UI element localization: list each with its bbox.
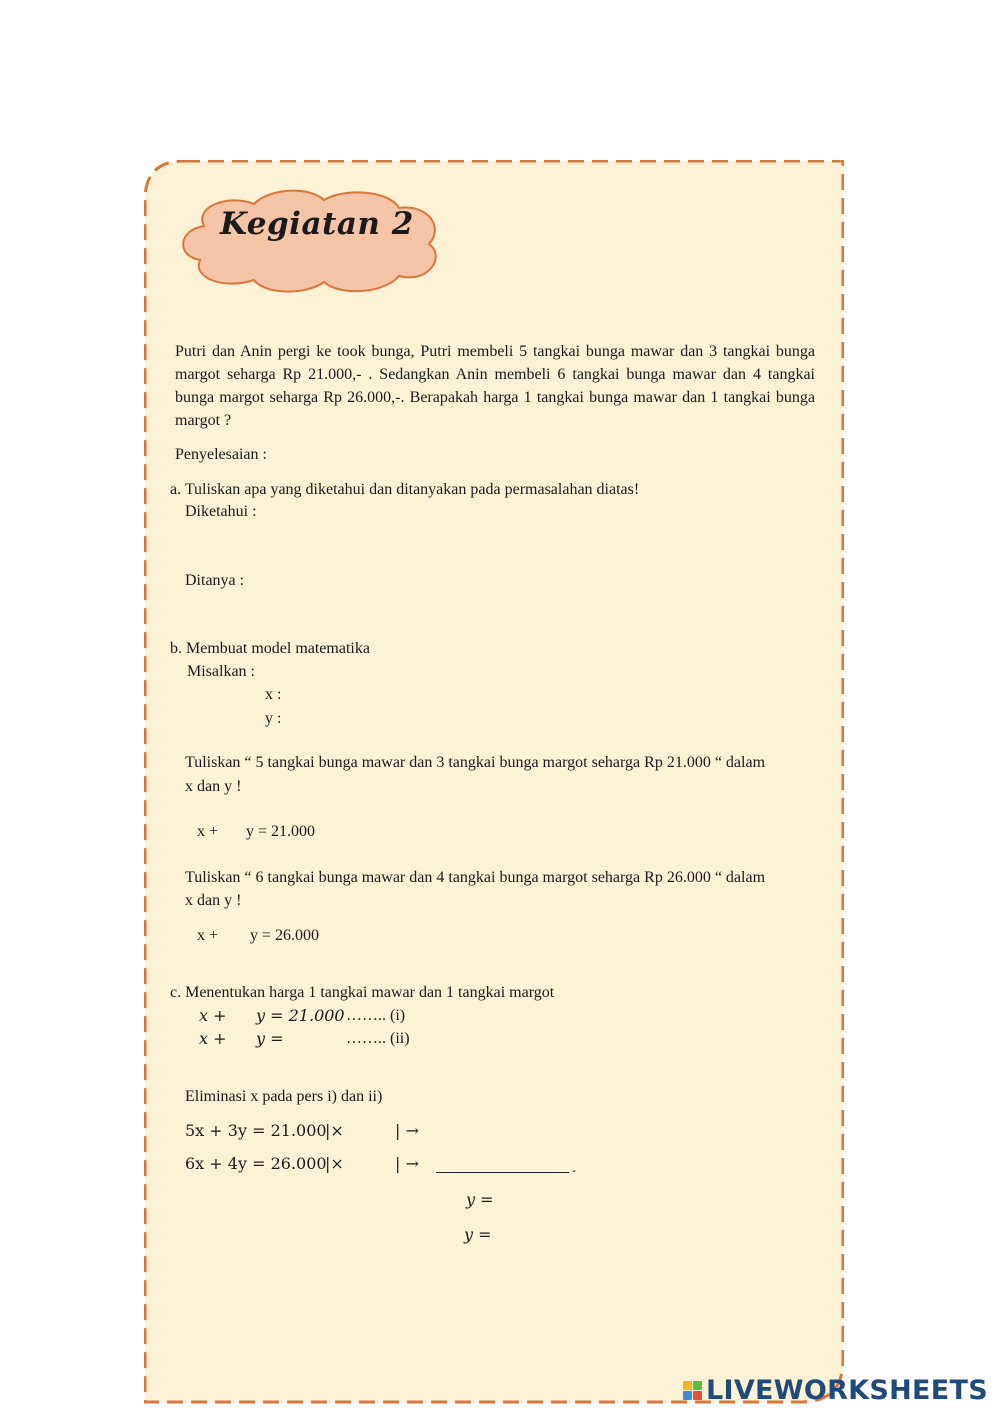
elim-eq-1: 5x + 3y = 21.000 <box>185 1121 327 1140</box>
system-eq-1-x: x + <box>199 1006 227 1025</box>
elim-eq-1-multiplier: |× <box>325 1121 344 1140</box>
solution-label: Penyelesaian : <box>175 446 267 463</box>
liveworksheets-logo-text: LIVEWORKSHEETS <box>705 1374 988 1406</box>
part-a-heading: a. Tuliskan apa yang diketahui dan ditanyakan pada permasalahan diatas! <box>170 481 640 498</box>
system-eq-2-y: y = <box>256 1029 284 1048</box>
system-eq-2-x: x + <box>199 1029 227 1048</box>
result-y-2: y = <box>464 1225 492 1244</box>
liveworksheets-logo-icon <box>683 1381 702 1400</box>
subtraction-line <box>436 1172 569 1173</box>
liveworksheets-logo <box>683 1374 988 1406</box>
part-c-heading: c. Menentukan harga 1 tangkai mawar dan 1 tangkai margot <box>170 984 555 1001</box>
instruction-2-line-2: x dan y ! <box>185 892 242 909</box>
model-eq-2-x: x + <box>197 927 219 944</box>
elimination-label: Eliminasi x pada pers i) dan ii) <box>185 1088 383 1105</box>
system-eq-1-y: y = 21.000 <box>256 1006 345 1025</box>
instruction-1-line-2: x dan y ! <box>185 778 242 795</box>
y-definition: y : <box>265 710 282 727</box>
elim-eq-2-multiplier: |× <box>325 1154 344 1173</box>
minus-sign: - <box>572 1163 576 1177</box>
system-eq-2-tag: …….. (ii) <box>346 1030 410 1047</box>
part-b-heading: b. Membuat model matematika <box>170 640 370 657</box>
system-eq-1-tag: …….. (i) <box>346 1007 406 1024</box>
elim-eq-1-arrow: | → <box>395 1121 419 1140</box>
asked-label: Ditanya : <box>185 572 245 589</box>
elim-eq-2-arrow: | → <box>395 1154 419 1173</box>
model-eq-1-y: y = 21.000 <box>246 823 316 840</box>
model-eq-2-y: y = 26.000 <box>250 927 320 944</box>
elim-eq-2: 6x + 4y = 26.000 <box>185 1154 327 1173</box>
page-title: Kegiatan 2 <box>220 206 414 242</box>
x-definition: x : <box>265 686 282 703</box>
instruction-2-line-1: Tuliskan “ 6 tangkai bunga mawar dan 4 tangkai bunga margot seharga Rp 26.000 “ dalam <box>185 869 766 886</box>
instruction-1-line-1: Tuliskan “ 5 tangkai bunga mawar dan 3 tangkai bunga margot seharga Rp 21.000 “ dalam <box>185 754 766 771</box>
problem-text: Putri dan Anin pergi ke took bunga, Putri membeli 5 tangkai bunga mawar dan 3 tangkai bunga margot seharga Rp 21.000,- . Sedangkan Anin membeli 6 tangkai bunga mawar dan 4 tangkai bunga margot seharga Rp 26.000,-. Berapakah harga 1 tangkai bunga mawar dan 1 tangkai bunga margot ? <box>175 343 815 429</box>
known-label: Diketahui : <box>185 503 257 520</box>
let-label: Misalkan : <box>187 663 255 680</box>
model-eq-1-x: x + <box>197 823 219 840</box>
result-y-1: y = <box>466 1190 494 1209</box>
